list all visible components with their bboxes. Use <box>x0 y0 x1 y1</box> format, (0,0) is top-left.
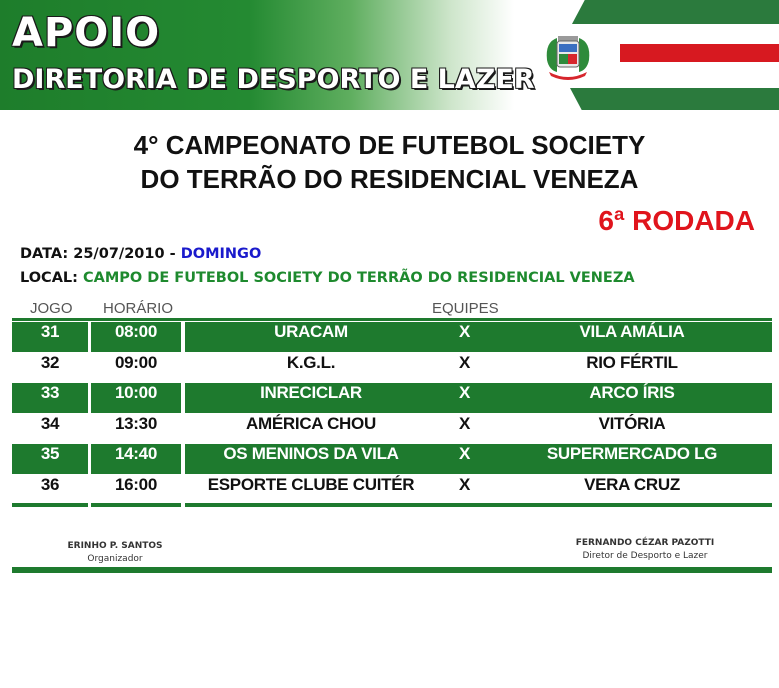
table-bottom-rule-jogo <box>12 503 88 507</box>
cell-jogo: 33 <box>12 383 88 413</box>
cell-home: K.G.L. <box>286 352 336 372</box>
cell-vs: X <box>458 474 471 494</box>
weekday: DOMINGO <box>180 246 262 262</box>
cell-horario: 14:40 <box>91 444 181 474</box>
cell-away: RIO FÉRTIL <box>586 352 678 372</box>
header-banner <box>0 0 779 110</box>
cell-away: ARCO ÍRIS <box>492 383 772 413</box>
local-label: LOCAL: <box>20 270 78 286</box>
flag-stripe-bottom <box>570 88 779 110</box>
cell-jogo: 34 <box>40 413 60 433</box>
table-row <box>12 322 772 352</box>
cell-away: VITÓRIA <box>598 413 666 433</box>
cell-away: VERA CRUZ <box>584 474 680 494</box>
cell-away: SUPERMERCADO LG <box>492 444 772 474</box>
event-title <box>0 128 779 196</box>
signature-left-name: ERINHO P. SANTOS <box>67 541 163 551</box>
cell-horario: 10:00 <box>91 383 181 413</box>
cell-horario: 13:30 <box>115 413 157 433</box>
header-equipes: EQUIPES <box>432 300 499 317</box>
banner-title: APOIO <box>12 10 161 56</box>
table-row <box>12 383 772 413</box>
header-jogo: JOGO <box>30 300 73 317</box>
cell-jogo: 32 <box>40 352 60 372</box>
cell-vs: X <box>437 322 492 352</box>
cell-away: VILA AMÁLIA <box>492 322 772 352</box>
signature-left-role: Organizador <box>87 554 143 564</box>
date-label: DATA: <box>20 246 69 262</box>
event-title-line1: 4° CAMPEONATO DE FUTEBOL SOCIETY <box>133 130 646 160</box>
cell-horario: 16:00 <box>115 474 157 494</box>
event-title-line2: DO TERRÃO DO RESIDENCIAL VENEZA <box>140 164 639 194</box>
cell-home: AMÉRICA CHOU <box>246 413 376 433</box>
table-bottom-rule-equipes <box>185 503 772 507</box>
banner-subtitle: DIRETORIA DE DESPORTO E LAZER <box>12 64 535 95</box>
table-row <box>12 353 772 383</box>
cell-home: OS MENINOS DA VILA <box>185 444 437 474</box>
local-value: CAMPO DE FUTEBOL SOCIETY DO TERRÃO DO RESIDENCIAL VENEZA <box>83 270 635 286</box>
header-horario: HORÁRIO <box>103 300 174 317</box>
local-line <box>20 270 635 286</box>
cell-jogo: 31 <box>12 322 88 352</box>
cell-vs: X <box>458 413 471 433</box>
cell-home: ESPORTE CLUBE CUITÉR <box>207 474 415 494</box>
cell-horario: 09:00 <box>115 352 157 372</box>
date-value: 25/07/2010 <box>73 246 165 262</box>
signature-left <box>40 541 190 564</box>
cell-jogo: 35 <box>12 444 88 474</box>
round-label: 6ª RODADA <box>598 205 755 236</box>
signature-right <box>560 538 730 561</box>
city-crest-icon <box>543 32 593 82</box>
cell-jogo: 36 <box>40 474 60 494</box>
cell-home: INRECICLAR <box>185 383 437 413</box>
cell-vs: X <box>458 352 471 372</box>
flag-stripe-red <box>620 44 779 62</box>
table-row <box>12 444 772 474</box>
table-row <box>12 414 772 444</box>
date-line <box>20 246 261 262</box>
signature-right-role: Diretor de Desporto e Lazer <box>582 551 708 561</box>
table-bottom-rule-horario <box>91 503 181 507</box>
cell-horario: 08:00 <box>91 322 181 352</box>
footer-rule <box>12 567 772 573</box>
table-top-rule <box>12 318 772 321</box>
cell-vs: X <box>437 383 492 413</box>
cell-vs: X <box>437 444 492 474</box>
signature-right-name: FERNANDO CÉZAR PAZOTTI <box>575 538 715 548</box>
table-row <box>12 475 772 505</box>
date-separator: - <box>169 246 176 262</box>
cell-home: URACAM <box>185 322 437 352</box>
flag-stripe-top <box>572 0 779 24</box>
